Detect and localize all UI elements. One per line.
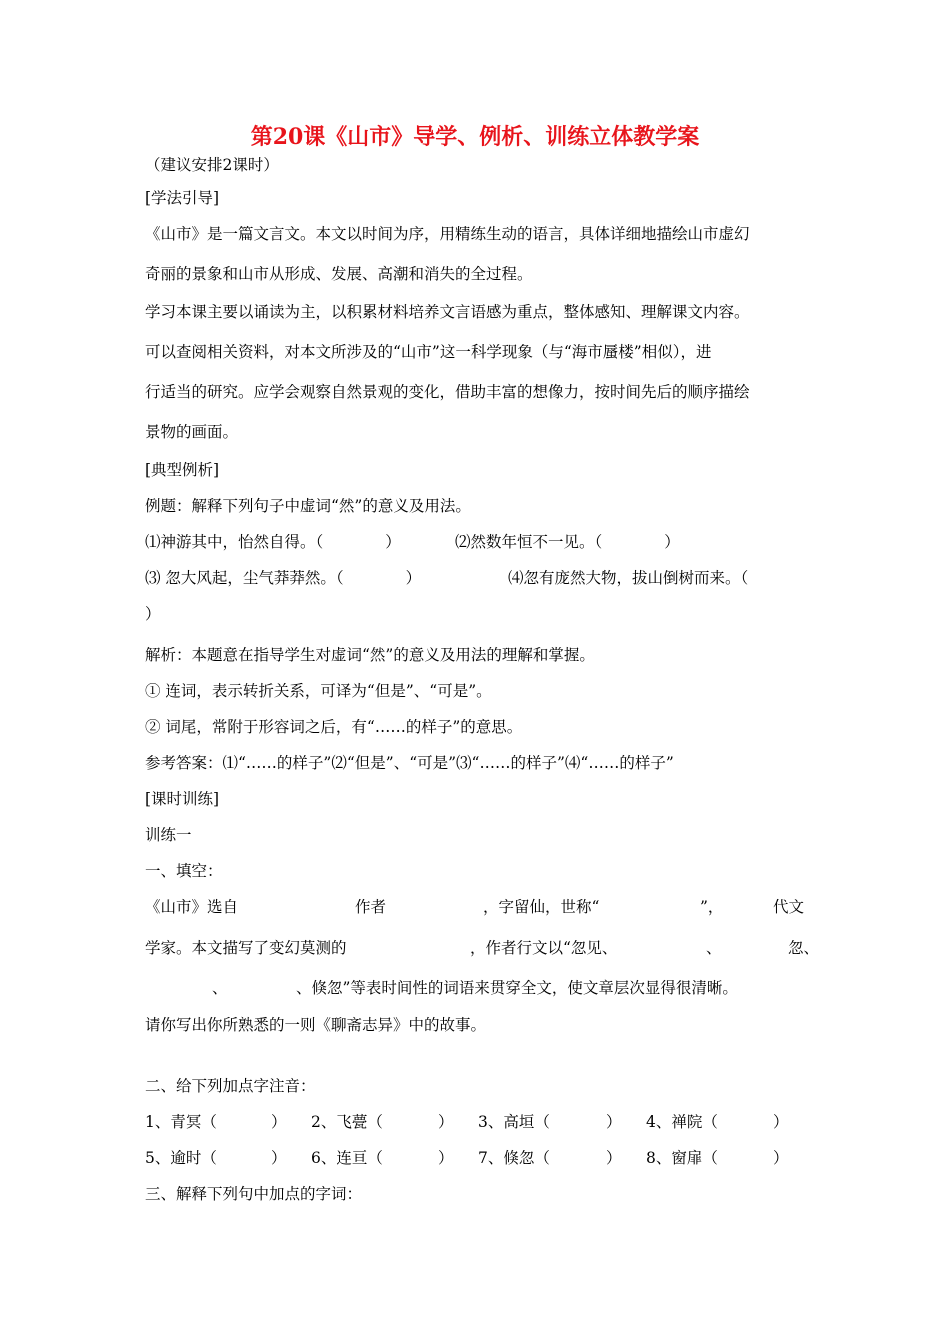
pinyin-item-2: 2、飞甍（ (311, 1113, 383, 1131)
fill-line-2-c: 、 (706, 939, 722, 957)
pinyin-item-4-close: ） (773, 1113, 789, 1131)
example-answer-2: ② 词尾，常附于形容词之后，有“……的样子”的意思。 (145, 718, 523, 736)
pinyin-item-3-close: ） (606, 1113, 622, 1131)
pinyin-item-8: 8、窗扉（ (646, 1149, 718, 1167)
fill-line-1-d: ”， (700, 898, 724, 916)
fill-line-3-a: 、 (212, 979, 228, 997)
fill-line-2-b: ，作者行文以“忽见、 (470, 939, 618, 957)
pinyin-item-5: 5、逾时（ (145, 1149, 217, 1167)
pinyin-item-5-close: ） (271, 1149, 287, 1167)
example-item-1: ⑴神游其中，怡然自得。（ ） (145, 533, 401, 551)
fill-line-4: 请你写出你所熟悉的一则《聊斋志异》中的故事。 (145, 1016, 487, 1034)
fill-line-3-b: 、倏忽”等表时间性的词语来贯穿全文，使文章层次显得很清晰。 (296, 979, 738, 997)
pinyin-item-8-close: ） (773, 1149, 789, 1167)
guide-paragraph-1-cont: 奇丽的景象和山市从形成、发展、高潮和消失的全过程。 (145, 265, 533, 283)
fill-line-1-e: 代文 (773, 898, 805, 916)
example-item-2: ⑵然数年恒不一见。（ ） (455, 533, 680, 551)
training-subheading: 训练一 (145, 826, 192, 844)
pinyin-item-6: 6、连亘（ (311, 1149, 383, 1167)
fill-line-1-c: ，字留仙，世称“ (483, 898, 600, 916)
fill-line-2-d: 忽、 (788, 939, 820, 957)
guide-heading: [学法引导] (145, 189, 220, 207)
pinyin-item-4: 4、禅院（ (646, 1113, 718, 1131)
example-item-4-close: ） (145, 605, 161, 623)
fill-line-2-a: 学家。本文描写了变幻莫测的 (145, 939, 347, 957)
pinyin-item-1-close: ） (271, 1113, 287, 1131)
example-reference-answer: 参考答案：⑴“……的样子”⑵“但是”、“可是”⑶“……的样子”⑷“……的样子” (145, 754, 674, 772)
pinyin-item-6-close: ） (438, 1149, 454, 1167)
example-heading: [典型例析] (145, 461, 220, 479)
guide-paragraph-1: 《山市》是一篇文言文。本文以时间为序，用精练生动的语言，具体详细地描绘山市虚幻 (145, 225, 750, 243)
document-title: 第20课《山市》导学、例析、训练立体教学案 (250, 124, 700, 150)
example-item-3: ⑶ 忽大风起，尘气莽莽然。（ ） (145, 569, 422, 587)
subtitle: （建议安排2课时） (145, 156, 279, 174)
guide-paragraph-3: 可以查阅相关资料，对本文所涉及的“山市”这一科学现象（与“海市蜃楼”相似），进 (145, 343, 712, 361)
pinyin-item-7-close: ） (606, 1149, 622, 1167)
section-pinyin: 二、给下列加点字注音： (145, 1077, 316, 1095)
fill-line-1-b: 作者 (355, 898, 387, 916)
guide-paragraph-2: 学习本课主要以诵读为主，以积累材料培养文言语感为重点，整体感知、理解课文内容。 (145, 303, 750, 321)
example-answer-1: ① 连词，表示转折关系，可译为“但是”、“可是”。 (145, 682, 492, 700)
example-analysis: 解析：本题意在指导学生对虚词“然”的意义及用法的理解和掌握。 (145, 646, 595, 664)
pinyin-item-1: 1、青冥（ (145, 1113, 217, 1131)
fill-line-1-a: 《山市》选自 (145, 898, 239, 916)
pinyin-item-7: 7、倏忽（ (478, 1149, 550, 1167)
guide-paragraph-3-end: 景物的画面。 (145, 423, 239, 441)
training-heading: [课时训练] (145, 790, 220, 808)
section-explain: 三、解释下列句中加点的字词： (145, 1185, 363, 1203)
example-item-4: ⑷忽有庞然大物，拔山倒树而来。（ (508, 569, 749, 587)
section-fill-blank: 一、填空： (145, 862, 223, 880)
guide-paragraph-3-cont: 行适当的研究。应学会观察自然景观的变化，借助丰富的想像力，按时间先后的顺序描绘 (145, 383, 750, 401)
pinyin-item-2-close: ） (438, 1113, 454, 1131)
example-question: 例题：解释下列句子中虚词“然”的意义及用法。 (145, 497, 471, 515)
pinyin-item-3: 3、高垣（ (478, 1113, 550, 1131)
